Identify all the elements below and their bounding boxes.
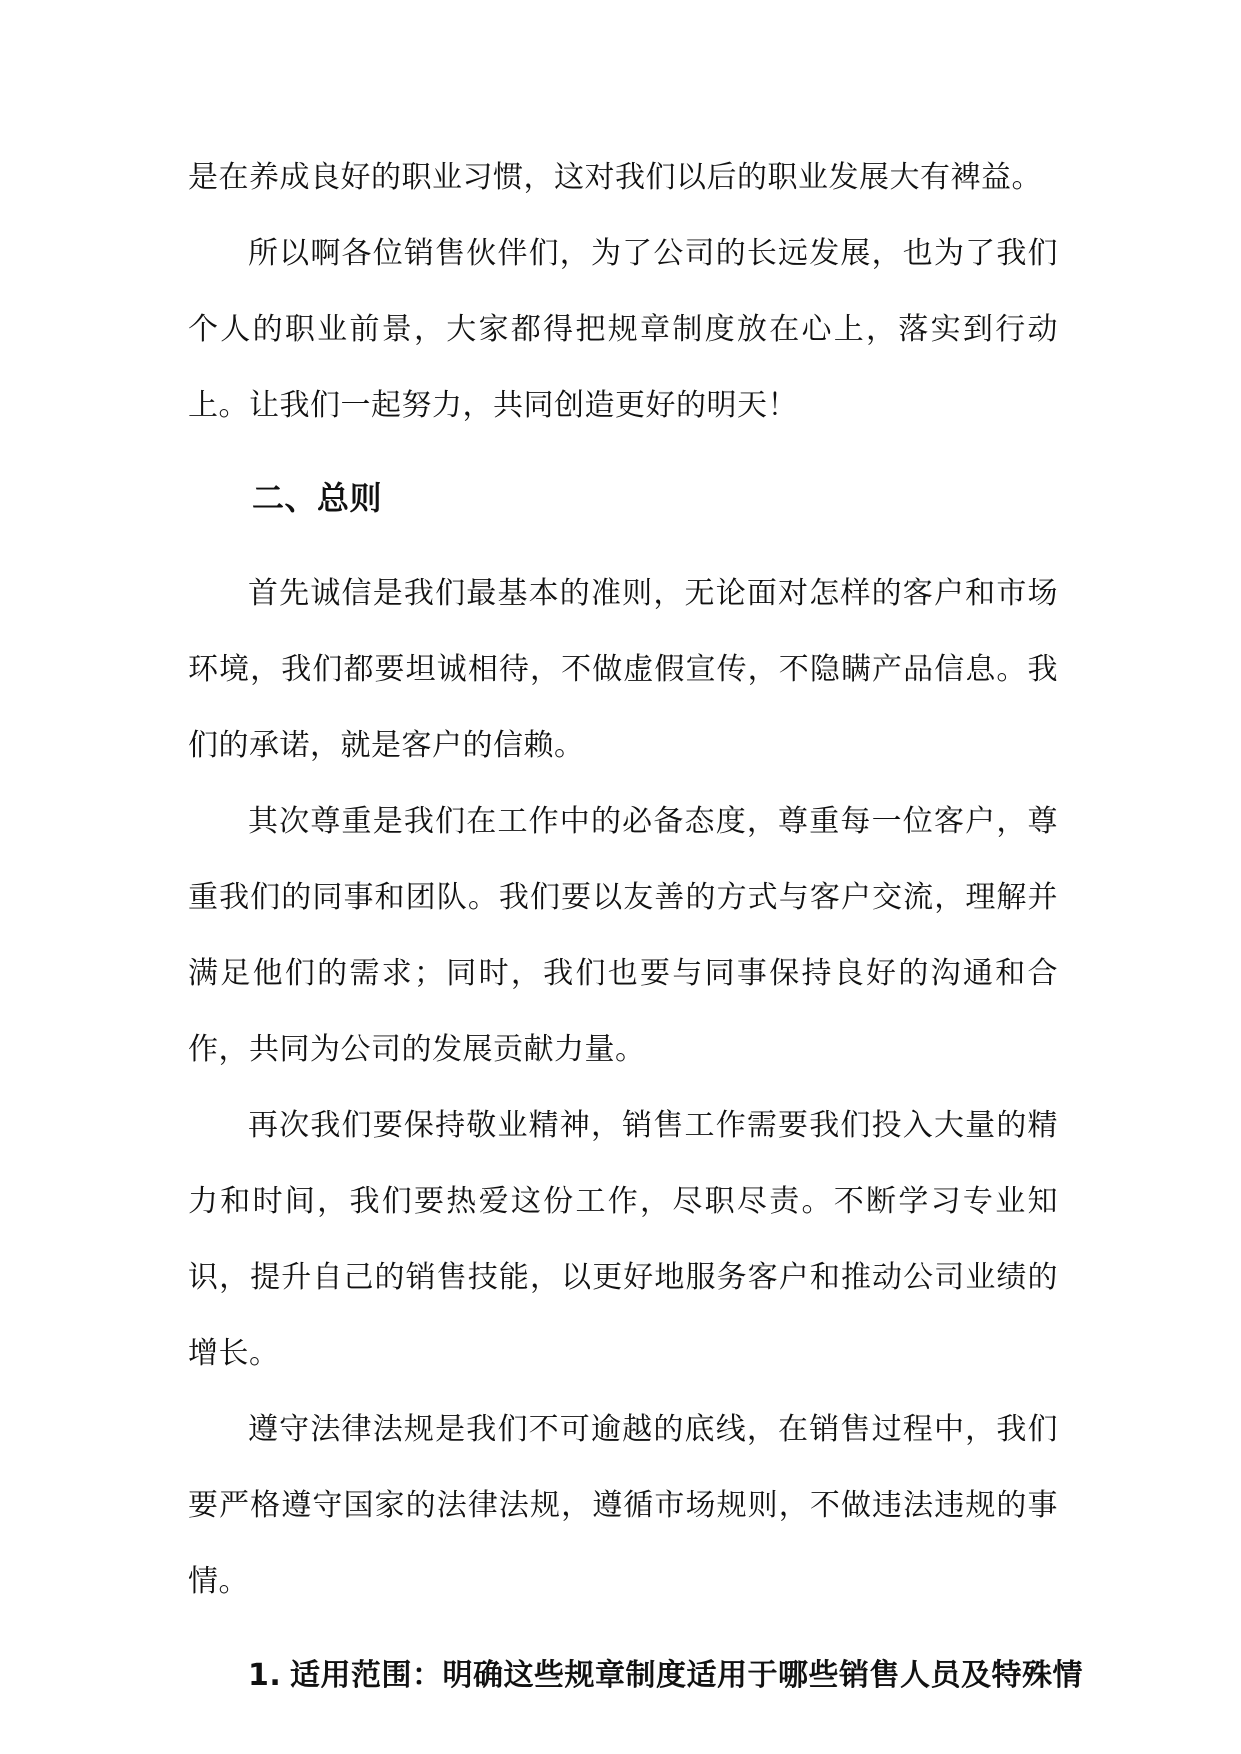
paragraph-closing-appeal: 所以啊各位销售伙伴们，为了公司的长远发展，也为了我们个人的职业前景，大家都得把规章制度放在心上，落实到行动上。让我们一起努力，共同创造更好的明天！ [188,236,1058,423]
list-item-scope [248,1638,1083,1714]
paragraph-law-compliance: 遵守法律法规是我们不可逾越的底线，在销售过程中，我们要严格遵守国家的法律法规，遵循市场规则，不做违法违规的事情。 [188,1412,1058,1599]
paragraph-dedication: 再次我们要保持敬业精神，销售工作需要我们投入大量的精力和时间，我们要热爱这份工作，尽职尽责。不断学习专业知识，提升自己的销售技能，以更好地服务客户和推动公司业绩的增长。 [188,1108,1058,1371]
document-body [188,140,1083,1714]
paragraph-integrity: 首先诚信是我们最基本的准则，无论面对怎样的客户和市场环境，我们都要坦诚相待，不做虚假宣传，不隐瞒产品信息。我们的承诺，就是客户的信赖。 [188,576,1058,763]
paragraph-respect: 其次尊重是我们在工作中的必备态度，尊重每一位客户，尊重我们的同事和团队。我们要以友善的方式与客户交流，理解并满足他们的需求；同时，我们也要与同事保持良好的沟通和合作，共同为公司的发展贡献力量。 [188,804,1058,1067]
list-item-text: 适用范围：明确这些规章制度适用于哪些销售人员及特殊情 [290,1658,1083,1693]
paragraph-continuation: 是在养成良好的职业习惯，这对我们以后的职业发展大有裨益。 [188,160,1042,195]
section-heading-general-principles: 二、总则 [252,479,383,517]
list-item-number: 1. [248,1658,282,1693]
